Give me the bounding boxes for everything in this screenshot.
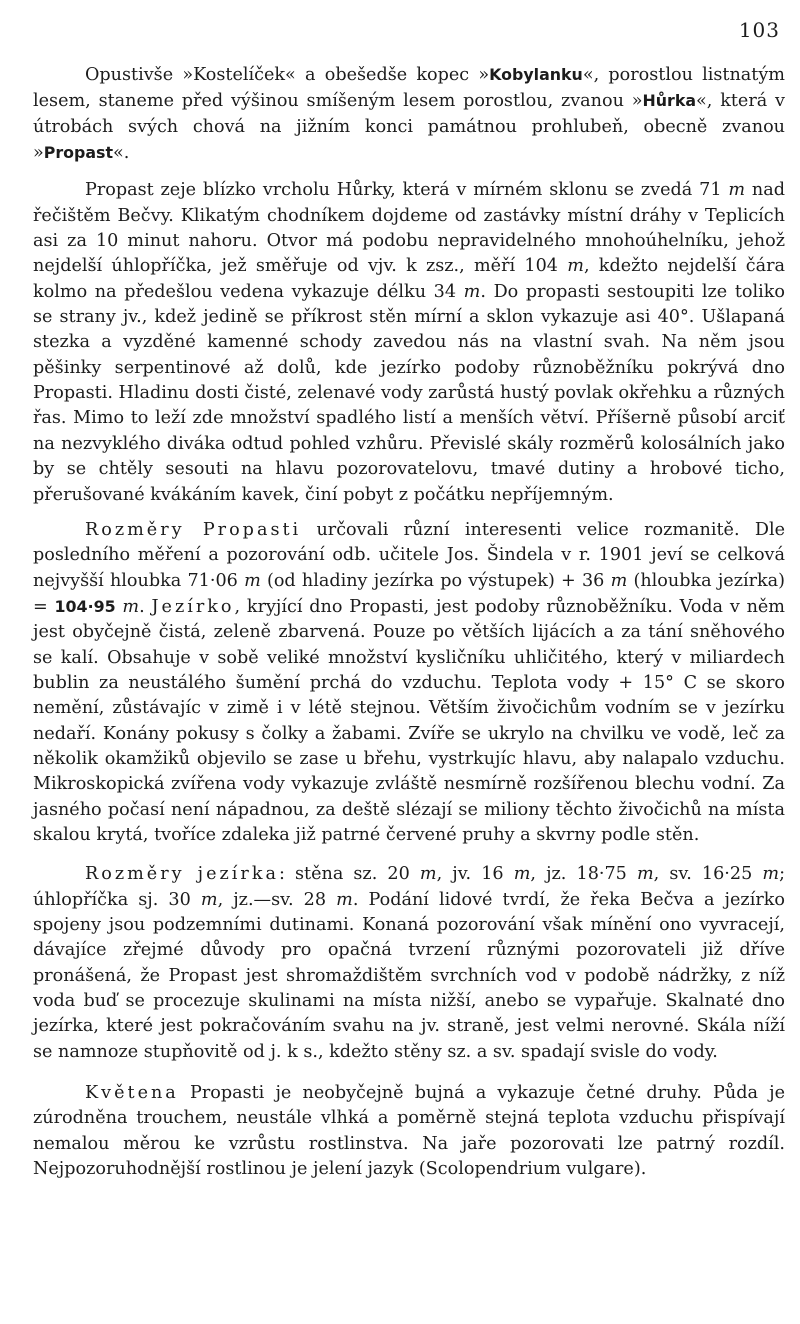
heading-kvetena: Květena: [85, 1083, 179, 1104]
heading-rozmery-jezirka: Rozměry jezírka: [85, 864, 279, 885]
place-name-hurka: Hůrka: [642, 91, 697, 111]
page-text: [33, 62, 785, 1182]
place-name-kobylanka: Kobylanku: [489, 65, 583, 84]
heading-rozmery-propasti: Rozměry Propasti: [85, 519, 302, 540]
paragraph-flora: Květena Propasti je neobyčejně bujná a vykazuje četné druhy. Půda je zúrodněna trouchem, neustále vlhká a poměrně stejná teplota vzduchu přispívají nemalou měrou ke vzrůstu rostlinstva. Na jaře pozorovati lze patrný rozdíl. Nejpozoruhodnější rostlinou je jelení jazyk (Scolopendrium vulgare).: [33, 1083, 785, 1180]
total-depth: 104·95: [54, 596, 116, 616]
page-number: 103: [738, 18, 780, 42]
place-name-propast: Propast: [43, 143, 114, 163]
heading-jezirko: Jezírko: [151, 596, 235, 617]
paragraph-propast-description: Propast zeje blízko vrcholu Hůrky, která v mírném sklonu se zvedá 71 m nad řečištěm Bečvy. Klikatým chodníkem dojdeme od zastávky místní dráhy v Teplicích asi za 10 minut nahoru. Otvor má podobu nepravidelného mnohoúhelníku, jehož nejdelší úhlopříčka, jež směřuje od vjv. k zsz., měří 104 m, kdežto nejdelší čára kolmo na předešlou vedena vykazuje délku 34 m. Do propasti sestoupiti lze toliko se strany jv., kdež jedině se příkrost stěn mírní a sklon vykazuje asi 40°. Ušlapaná stezka a vyzděné kamenné schody zavedou nás na vlastní svah. Na něm jsou pěšinky serpentinové až dolů, kde jezírko podoby různoběžníku pokrývá dno Propasti. Hladinu dosti čisté, zelenavé vody zarůstá hustý povlak okřehku a různých řas. Mimo to leží zde množství spadlého listí a menších větví. Příšerně působí arciť na nezvyklého diváka odtud pohled vzhůru. Převislé skály rozměrů kolosálních jako by se chtěly sesouti na hlavu pozorovatelovu, tmavé dutiny a hrobové ticho, přerušované kvákáním kavek, činí pobyt z počátku nepříjemným.: [33, 180, 786, 505]
paragraph-kobylanka: Opustivše »Kostelíček« a obešedše kopec »Kobylanku«, porostlou listnatým lesem, staneme před výšinou smíšeným lesem porostlou, zvanou »Hůrka«, která v útrobách svých chová na jižním konci památnou prohlubeň, obecně zvanou »Propast«.: [33, 65, 785, 164]
paragraph-lake-dimensions: Rozměry jezírka: stěna sz. 20 m, jv. 16 m, jz. 18·75 m, sv. 16·25 m; úhlopříčka sj. 30 m, jz.—sv. 28 m. Podání lidové tvrdí, že řeka Bečva a jezírko spojeny jsou podzemními dutinami. Konaná pozorování však mínění ono vyvracejí, dávajíce zřejmé důvody pro opačná tvrzení různými pozorovateli již dříve pronášená, že Propast jest shromaždištěm svrchních vod v podobě nádržky, z níž voda buď se procezuje skulinami na místa nižší, anebo se vypařuje. Skalnaté dno jezírka, které jest pokračováním svahu na jv. straně, jest velmi nerovné. Skála níží se namnoze stupňovitě od j. k s., kdežto stěny sz. a sv. spadají svisle do vody.: [33, 864, 785, 1062]
paragraph-propast-dimensions: Rozměry Propasti určovali různí interesenti velice rozmanitě. Dle posledního měření a pozorování odb. učitele Jos. Šindela v r. 1901 jeví se celková nejvyšší hloubka 71·06 m (od hladiny jezírka po výstupek) + 36 m (hloubka jezírka) = 104·95 m. Jezírko, kryjící dno Propasti, jest podoby různoběžníku. Voda v něm jest obyčejně čistá, zeleně zbarvená. Pouze po větších lijácích a za tání sněhového se kalí. Obsahuje v sobě veliké množství kysličníku uhličitého, který v miliardech bublin za neustálého šumění prchá do vzduchu. Teplota vody + 15° C se skoro nemění, zůstávajíc v zimě i v létě stejnou. Větším živočichům vodním se v jezírku nedaří. Konány pokusy s čolky a žabami. Zvíře se ukrylo na chvilku ve vodě, leč za několik okamžiků objevilo se zase u břehu, vystrkujíc hlavu, aby nalapalo vzduchu. Mikroskopická zvířena vody vykazuje zvláště nesmírně rozšířenou blechu vodní. Za jasného počasí není nápadnou, za deště slézají se miliony těchto živočichů na místa skalou krytá, tvoříce zdaleka již patrné červené pruhy a skvrny podle stěn.: [33, 519, 786, 845]
